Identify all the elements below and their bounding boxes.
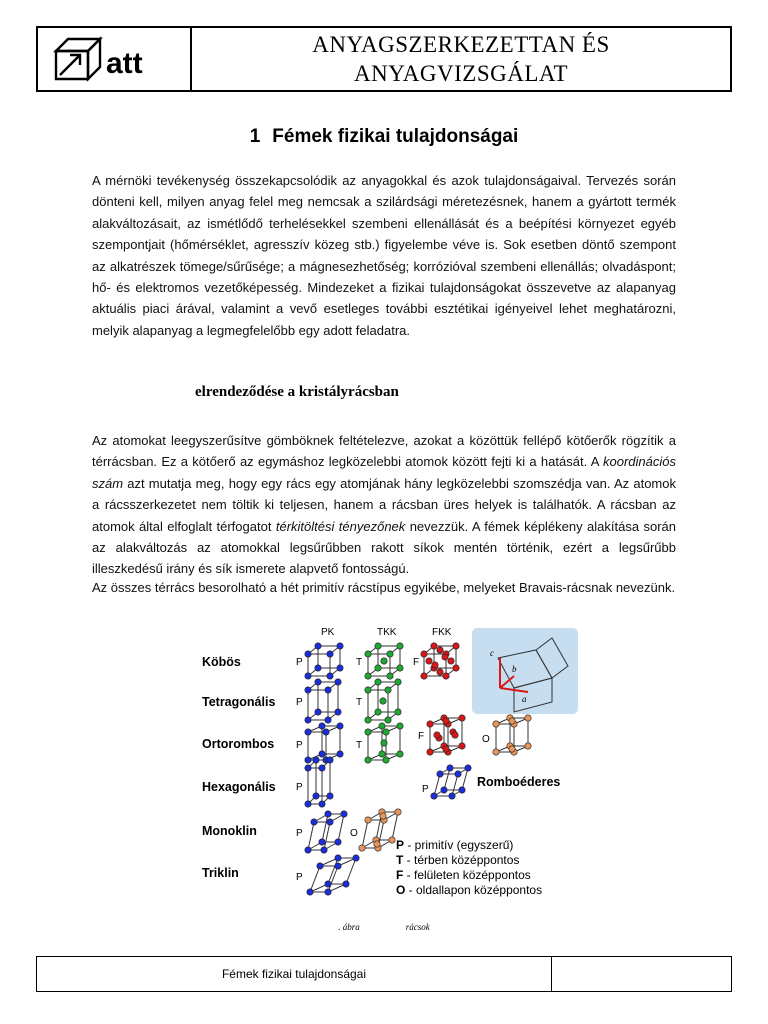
title-line-2: ANYAGVIZSGÁLAT bbox=[354, 61, 568, 86]
figure-caption bbox=[0, 922, 768, 932]
cell-kobos-p-atom bbox=[305, 673, 311, 679]
page-footer bbox=[36, 956, 732, 992]
cell-ortorombos-t-atom bbox=[383, 757, 389, 763]
cell-tetragonalis-t-atom bbox=[395, 709, 401, 715]
subheading: elrendeződése a kristályrácsban bbox=[195, 384, 399, 400]
cell-monoklin-o-atom bbox=[374, 841, 380, 847]
cell-romboederes-p-atom bbox=[455, 771, 461, 777]
type-letter-p: P bbox=[422, 784, 429, 795]
cell-kobos-p-atom bbox=[337, 665, 343, 671]
cell-tetragonalis-t-atom bbox=[375, 679, 381, 685]
term-coordination-number: koordinációs szám bbox=[92, 454, 676, 491]
cell-hexagonalis-p-atom bbox=[313, 793, 319, 799]
cell-romboederes-p-atom bbox=[437, 771, 443, 777]
cell-triklin-p-atom bbox=[343, 881, 349, 887]
cell-ortorombos-t-atom bbox=[365, 757, 371, 763]
logo bbox=[38, 28, 192, 90]
cell-kobos-t-atom bbox=[375, 643, 381, 649]
cell-romboederes-p-atom bbox=[449, 793, 455, 799]
legend-item-primitive: P - primitív (egyszerű) bbox=[396, 838, 514, 852]
cell-triklin-p-atom bbox=[353, 855, 359, 861]
cell-ortorombos-o-atom bbox=[525, 743, 531, 749]
para2-text-1: Az atomokat leegyszerűsítve gömböknek feltételezve, azokat a közöttük fellépő kötőerők rögzítik a térrácsban. Ez a kötőerő az egymáshoz legközelebbi atomok között fejti ki a hatását. A bbox=[92, 433, 676, 470]
paragraph-intro: A mérnöki tevékenység összekapcsolódik az anyagokkal és azok tulajdonságaival. Tervezés során dönteni kell, milyen anyag felel meg nemcsak a szilárdsági méretezésnek, hanem a gyártott termék alakváltozásait, az ismétlődő terhelésekkel szembeni ellenállását és a beépítési környezet egyéb szempontjait (hőmérséklet, agresszív közeg stb.) figyelembe véve is. Sok esetben döntő szempont az alkatrészek tömege/sűrűsége; a mágnesezhetőség; korrózióval szembeni ellenállás; olvadáspont; hő- és elektromos vezetőképesség. Mindezeket a fizikai tulajdonságokat összevetve az alapanyag aktuális piaci árával, valamint a vevő esetleges további esztétikai igényeivel lehet meghatározni, melyik alapanyag a legmegfelelőbb egy adott feladatra. bbox=[92, 173, 676, 338]
type-letter-p: P bbox=[296, 697, 303, 708]
cell-kobos-f-atom bbox=[443, 673, 449, 679]
row-label-ortorombos: Ortorombos bbox=[202, 737, 275, 751]
cell-kobos-t-atom bbox=[365, 673, 371, 679]
cell-ortorombos-f-atom bbox=[459, 743, 465, 749]
type-letter-t: T bbox=[356, 740, 363, 751]
legend-item-side-centered: O - oldallapon középpontos bbox=[396, 883, 543, 897]
row-label-tetragonalis: Tetragonális bbox=[202, 695, 276, 709]
page-header bbox=[36, 26, 732, 92]
cell-monoklin-o-atom bbox=[380, 813, 386, 819]
cell-tetragonalis-p-atom bbox=[315, 709, 321, 715]
cell-ortorombos-p-atom bbox=[323, 729, 329, 735]
cell-ortorombos-p-atom bbox=[319, 723, 325, 729]
type-letter-f: F bbox=[413, 657, 420, 668]
cell-kobos-f-atom bbox=[442, 654, 448, 660]
cell-kobos-p-atom bbox=[305, 651, 311, 657]
row-label-triklin: Triklin bbox=[202, 866, 239, 880]
cell-tetragonalis-p-atom bbox=[325, 687, 331, 693]
cell-tetragonalis-t-atom bbox=[380, 698, 386, 704]
paragraph-atoms bbox=[92, 430, 676, 580]
cell-tetragonalis-p-atom bbox=[335, 709, 341, 715]
cell-ortorombos-t-atom bbox=[381, 740, 387, 746]
axis-c-label: c bbox=[490, 648, 494, 658]
footer-title: Fémek fizikai tulajdonságai bbox=[37, 957, 552, 991]
cell-ortorombos-t-atom bbox=[365, 729, 371, 735]
footer-page-cell bbox=[552, 957, 731, 991]
caption-right: rácsok bbox=[405, 922, 430, 932]
cell-monoklin-o-atom bbox=[359, 845, 365, 851]
cell-kobos-t-atom bbox=[375, 665, 381, 671]
caption-left: . ábra bbox=[338, 922, 360, 932]
row-label-hexagonalis: Hexagonális bbox=[202, 780, 276, 794]
cell-tetragonalis-t-atom bbox=[395, 679, 401, 685]
cell-ortorombos-t-atom bbox=[383, 729, 389, 735]
cell-tetragonalis-t-atom bbox=[365, 717, 371, 723]
type-letter-f: F bbox=[418, 731, 425, 742]
cell-ortorombos-f-atom bbox=[427, 721, 433, 727]
cell-tetragonalis-p-atom bbox=[325, 717, 331, 723]
row-label-kobos: Köbös bbox=[202, 655, 241, 669]
cell-monoklin-p-atom bbox=[305, 847, 311, 853]
cell-monoklin-p-atom bbox=[319, 839, 325, 845]
para2-text-2: azt mutatja meg, hogy egy rács egy atomjának hány legközelebbi szomszédja van. Az atomok a rácsszerkezetet nem töltik ki teljesen, hanem a rácsban üres helyek is találhatók. A rácsban az atomok által elfoglalt térfogatot bbox=[92, 475, 676, 534]
cell-romboederes-p-atom bbox=[431, 793, 437, 799]
cell-ortorombos-f-atom bbox=[427, 749, 433, 755]
cell-kobos-t-atom bbox=[365, 651, 371, 657]
cell-monoklin-p-atom bbox=[327, 819, 333, 825]
cell-ortorombos-t-atom bbox=[379, 723, 385, 729]
cell-kobos-f-atom bbox=[437, 647, 443, 653]
cell-ortorombos-t-atom bbox=[397, 723, 403, 729]
cell-ortorombos-f-atom bbox=[443, 746, 449, 752]
cell-kobos-f-atom bbox=[426, 658, 432, 664]
row-label-monoklin: Monoklin bbox=[202, 824, 257, 838]
cell-kobos-f-atom bbox=[432, 662, 438, 668]
cell-kobos-t-atom bbox=[397, 643, 403, 649]
cell-romboederes-p-atom bbox=[465, 765, 471, 771]
cell-ortorombos-f-atom bbox=[443, 718, 449, 724]
cell-tetragonalis-p-atom bbox=[305, 687, 311, 693]
cell-monoklin-p-edge bbox=[338, 814, 344, 842]
cell-ortorombos-p-atom bbox=[337, 723, 343, 729]
cell-kobos-t-atom bbox=[381, 658, 387, 664]
axis-b-label: b bbox=[512, 664, 517, 674]
cell-monoklin-p-atom bbox=[335, 839, 341, 845]
section-heading bbox=[0, 126, 768, 148]
type-letter-p: P bbox=[296, 828, 303, 839]
cell-triklin-p-atom bbox=[325, 889, 331, 895]
cell-triklin-p-atom bbox=[335, 855, 341, 861]
cell-hexagonalis-p-atom bbox=[313, 757, 319, 763]
cell-ortorombos-f-atom bbox=[459, 715, 465, 721]
type-letter-o: O bbox=[350, 828, 358, 839]
legend-item-body-centered: T - térben középpontos bbox=[396, 853, 520, 867]
cell-ortorombos-f-atom bbox=[452, 732, 458, 738]
cell-monoklin-o-atom bbox=[365, 817, 371, 823]
cell-kobos-p-atom bbox=[327, 673, 333, 679]
cell-ortorombos-o-atom bbox=[493, 749, 499, 755]
cell-triklin-p-atom bbox=[325, 881, 331, 887]
cell-kobos-t-atom bbox=[387, 651, 393, 657]
att-logo-icon bbox=[50, 35, 178, 83]
cell-romboederes-p-atom bbox=[459, 787, 465, 793]
cell-monoklin-o-atom bbox=[389, 837, 395, 843]
cell-ortorombos-o-atom bbox=[509, 718, 515, 724]
cell-monoklin-p-atom bbox=[321, 847, 327, 853]
cell-ortorombos-t-atom bbox=[397, 751, 403, 757]
cell-monoklin-o-edge bbox=[392, 812, 398, 840]
paragraph-bravais: Az összes térrács besorolható a hét primitív rácstípus egyikébe, melyeket Bravais-rácsnak nevezünk. bbox=[92, 580, 676, 595]
col-label-fkk: FKK bbox=[432, 627, 452, 638]
type-letter-p: P bbox=[296, 740, 303, 751]
bravais-lattice-diagram bbox=[190, 622, 590, 914]
para2-text-3: nevezzük. A fémek képlékeny alakítása során az alakváltozás az atomokkal legsűrűbben rakott síkok mentén történik, ezért a legsűrűbb illeszkedésű irány és sík ismerete alapvető fontosságú. bbox=[92, 518, 676, 577]
cell-ortorombos-o-atom bbox=[525, 715, 531, 721]
cell-tetragonalis-t-atom bbox=[375, 709, 381, 715]
col-label-tkk: TKK bbox=[377, 627, 397, 638]
header-title bbox=[192, 28, 730, 90]
cell-monoklin-p-atom bbox=[311, 819, 317, 825]
type-letter-o: O bbox=[482, 734, 490, 745]
legend-item-face-centered: F - felületen középpontos bbox=[396, 868, 531, 882]
cell-tetragonalis-t-atom bbox=[385, 687, 391, 693]
cell-tetragonalis-p-atom bbox=[335, 679, 341, 685]
type-letter-t: T bbox=[356, 657, 363, 668]
type-letter-p: P bbox=[296, 782, 303, 793]
section-number: 1 bbox=[249, 126, 261, 147]
axis-a-label: a bbox=[522, 694, 527, 704]
cell-kobos-f-atom bbox=[453, 665, 459, 671]
cell-ortorombos-t-atom bbox=[379, 751, 385, 757]
bravais-lattice-figure bbox=[190, 622, 590, 914]
cell-monoklin-p-edge bbox=[308, 822, 314, 850]
cell-ortorombos-p-atom bbox=[305, 729, 311, 735]
col-label-pk: PK bbox=[321, 627, 335, 638]
figure-legend bbox=[396, 838, 542, 897]
cell-tetragonalis-p-atom bbox=[315, 679, 321, 685]
cell-romboederes-p-atom bbox=[441, 787, 447, 793]
cell-kobos-f-atom bbox=[453, 643, 459, 649]
cell-kobos-f-atom bbox=[448, 658, 454, 664]
cell-ortorombos-p-atom bbox=[305, 757, 311, 763]
type-letter-t: T bbox=[356, 697, 363, 708]
cell-ortorombos-o-atom bbox=[509, 746, 515, 752]
cell-triklin-p-atom bbox=[317, 863, 323, 869]
cell-kobos-t-atom bbox=[397, 665, 403, 671]
type-letter-p: P bbox=[296, 872, 303, 883]
type-letter-p: P bbox=[296, 657, 303, 668]
cell-ortorombos-p-atom bbox=[337, 751, 343, 757]
cell-tetragonalis-t-atom bbox=[385, 717, 391, 723]
cell-kobos-f-atom bbox=[431, 643, 437, 649]
logo-text: att bbox=[106, 47, 143, 80]
section-title: Fémek fizikai tulajdonságai bbox=[272, 126, 519, 147]
cell-kobos-f-atom bbox=[421, 673, 427, 679]
title-line-1: ANYAGSZERKEZETTAN ÉS bbox=[312, 32, 610, 57]
cell-kobos-p-atom bbox=[315, 643, 321, 649]
cell-kobos-p-atom bbox=[315, 665, 321, 671]
cell-monoklin-p-atom bbox=[341, 811, 347, 817]
cell-kobos-f-atom bbox=[437, 669, 443, 675]
cell-kobos-f-atom bbox=[421, 651, 427, 657]
cell-tetragonalis-t-atom bbox=[365, 687, 371, 693]
cell-hexagonalis-p-atom bbox=[305, 801, 311, 807]
cell-tetragonalis-p-atom bbox=[305, 717, 311, 723]
cell-triklin-p-atom bbox=[335, 863, 341, 869]
label-romboederes: Romboéderes bbox=[477, 775, 561, 789]
cell-monoklin-o-atom bbox=[395, 809, 401, 815]
unit-cell-axes-panel bbox=[472, 628, 578, 714]
cell-ortorombos-o-atom bbox=[493, 721, 499, 727]
cell-monoklin-p-atom bbox=[325, 811, 331, 817]
cell-hexagonalis-p-atom bbox=[305, 765, 311, 771]
cell-hexagonalis-p-atom bbox=[319, 801, 325, 807]
cell-hexagonalis-p-atom bbox=[327, 757, 333, 763]
term-packing-factor: térkitöltési tényezőnek bbox=[275, 518, 406, 534]
cell-kobos-p-atom bbox=[337, 643, 343, 649]
cell-monoklin-o-edge bbox=[362, 820, 368, 848]
cell-hexagonalis-p-atom bbox=[327, 793, 333, 799]
cell-kobos-t-atom bbox=[387, 673, 393, 679]
cell-triklin-p-atom bbox=[307, 889, 313, 895]
cell-ortorombos-f-atom bbox=[434, 732, 440, 738]
cell-ortorombos-p-atom bbox=[319, 751, 325, 757]
cell-kobos-p-atom bbox=[327, 651, 333, 657]
cell-romboederes-p-atom bbox=[447, 765, 453, 771]
cell-hexagonalis-p-atom bbox=[319, 765, 325, 771]
